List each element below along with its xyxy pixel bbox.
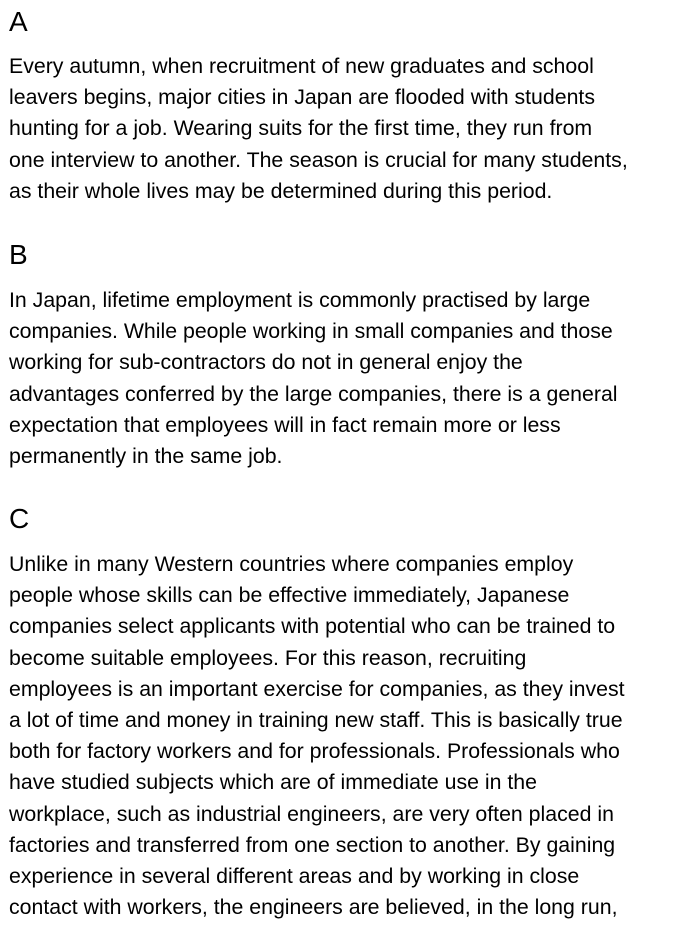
section-a-paragraph: [9, 51, 628, 207]
section-b-paragraph: [9, 285, 618, 472]
paragraph-line: Unlike in many Western countries where companies employ: [9, 552, 574, 576]
paragraph-line: workplace, such as industrial engineers, are very often placed in: [9, 801, 614, 826]
paragraph-line: experience in several different areas and by working in close: [9, 864, 580, 889]
paragraph-line: companies select applicants with potential who can be trained to: [9, 614, 616, 639]
section-b-heading: B: [9, 239, 28, 270]
paragraph-line: employees is an important exercise for companies, as they invest: [9, 676, 625, 701]
paragraph-line: Every autumn, when recruitment of new graduates and school: [9, 54, 594, 78]
paragraph-line: people whose skills can be effective immediately, Japanese: [9, 583, 570, 608]
section-c-paragraph: [9, 549, 625, 923]
paragraph-line: factories and transferred from one section to another. By gaining: [9, 832, 616, 857]
paragraph-line: contact with workers, the engineers are believed, in the long run,: [9, 895, 618, 920]
paragraph-line: have studied subjects which are of immediate use in the: [9, 770, 537, 795]
paragraph-line: a lot of time and money in training new staff. This is basically true: [9, 708, 623, 733]
paragraph-line: In Japan, lifetime employment is commonly practised by large: [9, 288, 591, 312]
paragraph-line: working for sub-contractors do not in general enjoy the: [9, 350, 523, 375]
section-c-heading: C: [9, 503, 30, 534]
paragraph-line: advantages conferred by the large companies, there is a general: [9, 381, 618, 406]
paragraph-line: permanently in the same job.: [9, 444, 283, 469]
section-a-heading: A: [9, 6, 28, 37]
paragraph-line: hunting for a job. Wearing suits for the first time, they run from: [9, 116, 593, 141]
paragraph-line: companies. While people working in small companies and those: [9, 319, 613, 344]
paragraph-line: one interview to another. The season is crucial for many students,: [9, 147, 628, 172]
paragraph-line: as their whole lives may be determined during this period.: [9, 178, 553, 203]
paragraph-line: leavers begins, major cities in Japan are flooded with students: [9, 85, 595, 110]
paragraph-line: both for factory workers and for professionals. Professionals who: [9, 739, 620, 764]
paragraph-line: become suitable employees. For this reason, recruiting: [9, 645, 527, 670]
paragraph-line: expectation that employees will in fact remain more or less: [9, 412, 561, 437]
